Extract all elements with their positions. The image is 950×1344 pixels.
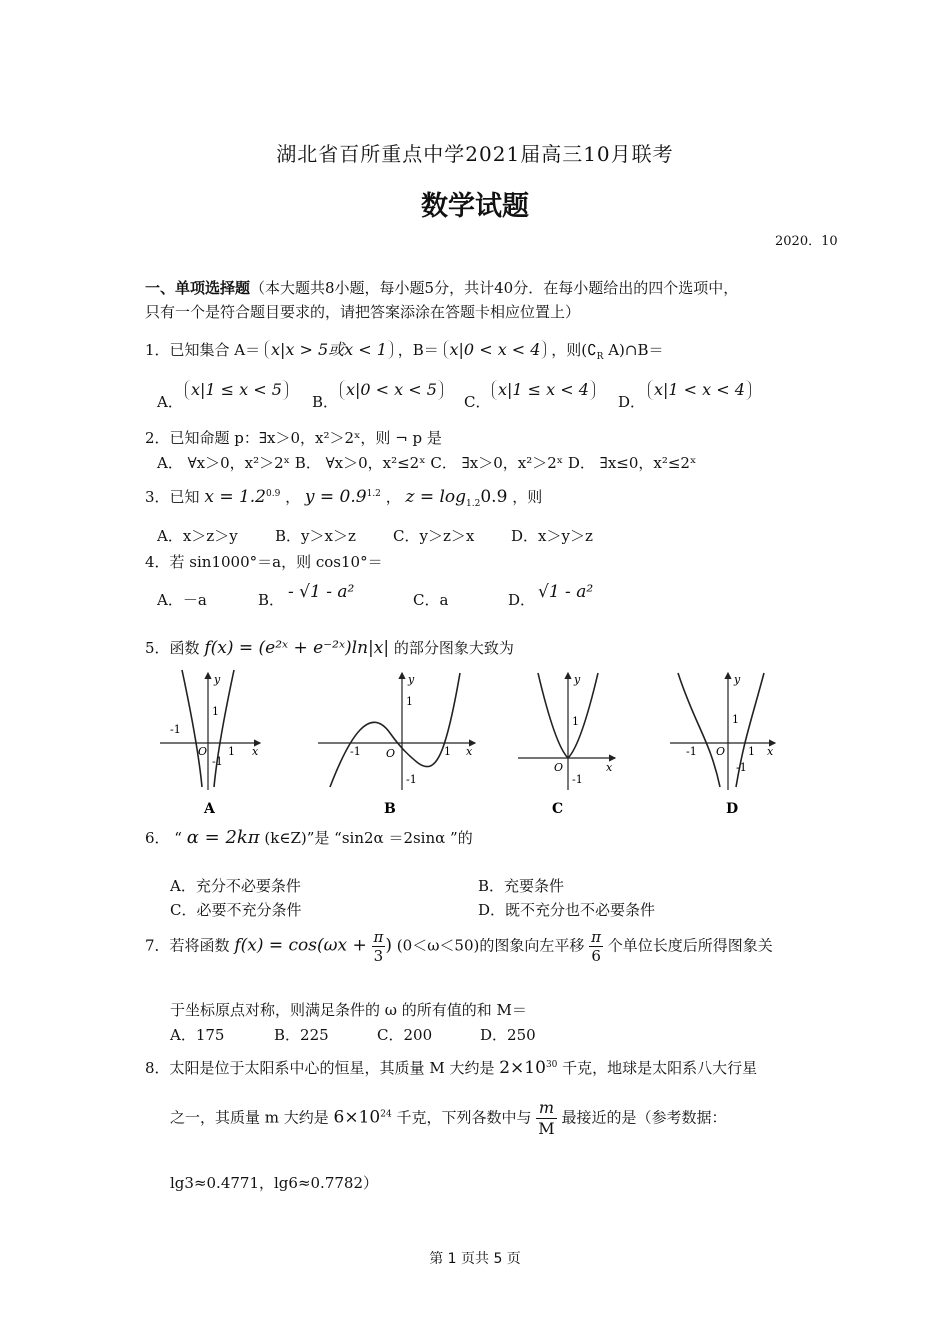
question-1-stem [145, 340, 664, 367]
question-6-stem [145, 828, 473, 848]
q4-option-b-label: B． [258, 591, 285, 609]
svg-text:O: O [386, 747, 396, 760]
q3-z-arg: 0.9 [480, 487, 508, 507]
svg-text:y: y [408, 673, 415, 686]
q3-text-b: ，则 [512, 488, 543, 506]
q3-option-d: D．x＞y＞z [511, 527, 593, 545]
q4-option-c: C．a [413, 591, 449, 609]
q4-option-d: √1 - a² [538, 582, 594, 602]
svg-text:y: y [574, 673, 581, 686]
svg-text:1: 1 [572, 715, 579, 728]
graph-c [518, 673, 615, 817]
q7-option-c: C．200 [377, 1026, 433, 1044]
q8-text-f: lg3≈0.4771，lg6≈0.7782） [170, 1174, 378, 1192]
svg-text:-1: -1 [170, 723, 181, 736]
svg-text:1: 1 [748, 745, 755, 758]
section-heading-line1 [145, 278, 738, 298]
svg-text:y: y [214, 673, 221, 686]
q3-x-exp: 0.9 [266, 489, 281, 499]
q3-y-expr: y = 0.9 [304, 487, 367, 507]
q1-option-d: x|1 < x < 4 [648, 380, 751, 400]
exam-subtitle: 数学试题 [421, 191, 529, 222]
q1-option-c-label: C． [464, 393, 491, 411]
q6-option-c: C．必要不充分条件 [170, 901, 302, 919]
q1-complement: ∁ [587, 341, 597, 359]
q7-text-b: (0＜ω＜50)的图象向左平移 [396, 936, 585, 955]
q7-option-a: A．175 [170, 1026, 225, 1044]
q6-text-a: 6． “ [145, 829, 182, 847]
svg-text:1: 1 [732, 713, 739, 726]
q8-mass-sun: 2×10 [499, 1058, 546, 1078]
q8-text-b: 千克，地球是太阳系八大行星 [562, 1059, 758, 1077]
q8-ratio-den: M [538, 1119, 555, 1138]
svg-text:y: y [734, 673, 741, 686]
q1-sub-r: R [596, 352, 604, 362]
q5-text-b: 的部分图象大致为 [393, 639, 514, 657]
q6-option-d: D．既不充分也不必要条件 [478, 901, 656, 919]
svg-text:x: x [767, 745, 774, 758]
q8-mass-sun-exp: 30 [545, 1060, 558, 1070]
svg-text:O: O [716, 745, 726, 758]
exam-date: 2020．10 [775, 234, 838, 249]
q1-text-d: A) [608, 341, 625, 359]
q8-text-d: 千克，下列各数中与 [396, 1108, 532, 1127]
question-8-line1 [145, 1055, 757, 1078]
graph-d-label: D [726, 801, 739, 817]
q6-option-a: A．充分不必要条件 [170, 877, 301, 895]
q1-text-c: ，则( [551, 341, 588, 359]
q1-set-b: x|0 < x < 4 [444, 340, 547, 359]
q8-ratio-fraction [536, 1098, 556, 1139]
section-heading: 一、单项选择题 [145, 279, 251, 297]
q1-option-a-label: A． [157, 393, 183, 411]
q5-graphs [150, 665, 790, 820]
section-desc-line2: 只有一个是符合题目要求的，请把答案添涂在答题卡相应位置上） [145, 303, 581, 321]
q5-function: f(x) = (e²ˣ + e⁻²ˣ)ln|x| [204, 638, 390, 658]
page-number: 第 1 页共 5 页 [429, 1251, 521, 1267]
q4-option-a: A．－a [157, 591, 207, 609]
question-5-stem [145, 638, 514, 658]
q3-option-b: B．y＞x＞z [275, 527, 356, 545]
q8-text-e: 最接近的是（参考数据： [561, 1108, 727, 1127]
q8-mass-earth-exp: 24 [380, 1109, 392, 1120]
q7-text-a: 7．若将函数 [145, 936, 230, 955]
q7-function: f(x) = cos(ωx + [234, 935, 367, 956]
svg-text:1: 1 [228, 745, 235, 758]
svg-text:O: O [554, 761, 564, 774]
svg-text:x: x [252, 745, 259, 758]
svg-text:x: x [466, 745, 473, 758]
question-2-stem: 2．已知命题 p：∃x＞0，x²＞2ˣ，则 ¬ p 是 [145, 429, 442, 447]
section-desc-line1: （本大题共8小题，每小题5分，共计40分．在每小题给出的四个选项中， [250, 279, 739, 297]
q7-phase-fraction [372, 928, 386, 965]
q8-mass-earth: 6×10 [333, 1107, 381, 1128]
exam-title: 湖北省百所重点中学2021届高三10月联考 [276, 142, 674, 166]
q1-option-b-label: B． [312, 393, 339, 411]
svg-text:-1: -1 [572, 773, 583, 786]
q6-option-b: B．充要条件 [478, 877, 565, 895]
q4-option-d-label: D． [508, 591, 536, 609]
svg-text:1: 1 [444, 745, 451, 758]
graph-b [318, 673, 475, 817]
q1-option-c: x|1 ≤ x < 4 [492, 380, 595, 400]
q1-text-b: ，B＝ [397, 341, 439, 359]
q8-text-c: 之一，其质量 m 大约是 [170, 1108, 329, 1127]
svg-text:-1: -1 [212, 755, 223, 768]
q3-y-exp: 1.2 [366, 489, 381, 499]
q1-option-a: x|1 ≤ x < 5 [185, 380, 288, 400]
q3-z-sub: 1.2 [466, 499, 481, 509]
graph-b-label: B [384, 801, 396, 817]
q3-z-expr: z = log [405, 487, 467, 507]
graph-d [670, 673, 775, 817]
q1-option-d-label: D． [618, 393, 646, 411]
q1-option-b: x|0 < x < 5 [340, 380, 443, 400]
question-4-stem: 4．若 sin1000°＝a，则 cos10°＝ [145, 553, 383, 571]
graph-c-label: C [552, 801, 564, 817]
q7-option-b: B．225 [274, 1026, 329, 1044]
q7-phase-den: 3 [373, 947, 384, 965]
graph-a [160, 670, 260, 817]
q7-phase-num: π [373, 928, 384, 946]
q1-set-a: x|x > 5或x < 1 [265, 340, 393, 359]
q3-option-a: A．x＞z＞y [157, 527, 238, 545]
q3-x-expr: x = 1.2 [204, 487, 267, 507]
q3-text-a: 3．已知 [145, 488, 200, 506]
q6-condition: α = 2kπ [186, 827, 260, 848]
q4-option-b: - √1 - a² [288, 582, 355, 602]
q7-func-end: ) [385, 935, 393, 956]
svg-text:x: x [606, 761, 613, 774]
q7-text-d: 于坐标原点对称，则满足条件的 ω 的所有值的和 M＝ [170, 1001, 527, 1019]
q1-text-a: 1．已知集合 A＝ [145, 341, 261, 359]
svg-text:-1: -1 [350, 745, 361, 758]
question-8-line2 [170, 1098, 726, 1139]
q7-option-d: D．250 [480, 1026, 536, 1044]
q7-shift-fraction [589, 928, 603, 965]
svg-text:O: O [198, 745, 208, 758]
question-3-stem: 3．已知 $x = 1.2^{0.9}$ ， $y = 0.9^{1.2}$ ， $z = \log_{1.2}0.9$ ，则 [145, 487, 543, 509]
svg-text:1: 1 [212, 705, 219, 718]
q1-cap: ∩ [624, 341, 638, 359]
question-7-stem [145, 928, 773, 965]
svg-text:-1: -1 [686, 745, 697, 758]
q3-option-c: C．y＞z＞x [393, 527, 475, 545]
svg-text:-1: -1 [406, 773, 417, 786]
q8-ratio-num: m [536, 1098, 556, 1119]
svg-text:1: 1 [406, 695, 413, 708]
q7-text-c: 个单位长度后所得图象关 [607, 936, 773, 955]
svg-text:-1: -1 [736, 761, 747, 774]
q7-shift-den: 6 [591, 947, 601, 965]
graph-a-label: A [204, 801, 215, 817]
q7-shift-num: π [591, 928, 602, 946]
q8-text-a: 8．太阳是位于太阳系中心的恒星，其质量 M 大约是 [145, 1059, 495, 1077]
q6-text-b: (k∈Z)”是 “sin2α ＝2sinα ”的 [264, 829, 473, 847]
question-2-options: A． ∀x＞0，x²＞2ˣ B． ∀x＞0，x²≤2ˣ C． ∃x＞0，x²＞2ˣ D． ∃x≤0，x²≤2ˣ [157, 454, 697, 472]
q1-text-e: B＝ [637, 341, 664, 359]
q5-text-a: 5．函数 [145, 639, 200, 657]
